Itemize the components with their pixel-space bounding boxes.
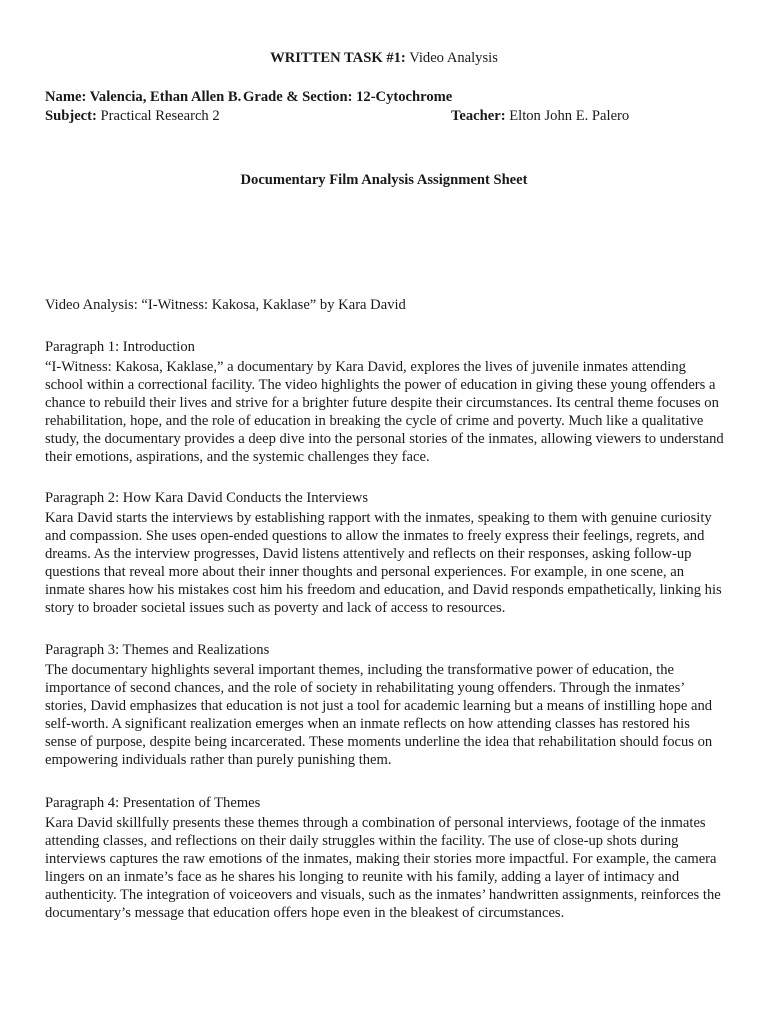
subject — [45, 106, 220, 126]
paragraph-heading: Paragraph 4: Presentation of Themes — [45, 795, 261, 811]
paragraph-text: Kara David skillfully presents these themes through a combination of personal interviews, footage of the inmates attending classes, and reflections on their daily struggles within the facility. The use of close-up shots during interviews captures the raw emotions of the inmates, making their stories more impactful. For example, the camera lingers on an inmate’s face as he shares his longing to reunite with his family, adding a layer of intimacy and authenticity. The integration of voiceovers and visuals, such as the inmates’ handwritten assignments, reinforces the documentary’s message that education offers hope even in the bleakest of circumstances. — [45, 815, 721, 921]
paragraph-section-1 — [45, 338, 725, 466]
paragraph-heading: Paragraph 1: Introduction — [45, 339, 195, 355]
document-title: Documentary Film Analysis Assignment Sheet — [240, 172, 528, 188]
student-name — [45, 87, 241, 107]
paragraph-section-2 — [45, 489, 725, 617]
grade-label: Grade & Section: — [243, 89, 353, 105]
subject-label: Subject: — [45, 108, 97, 124]
subject-value: Practical Research 2 — [100, 108, 220, 124]
name-value: Valencia, Ethan Allen B. — [89, 89, 242, 105]
grade-value: 12-Cytochrome — [356, 89, 453, 105]
name-label: Name: — [45, 89, 87, 105]
teacher — [451, 106, 629, 126]
paragraph-text: Kara David starts the interviews by establishing rapport with the inmates, speaking to them with genuine curiosity and compassion. She uses open-ended questions to allow the inmates to freely express their feelings, regrets, and dreams. As the interview progresses, David listens attentively and reflects on their responses, asking follow-up questions that reveal more about their inner thoughts and personal experiences. For example, in one scene, an inmate shares how his mistakes cost him his freedom and education, and David responds empathetically, linking his story to broader societal issues such as poverty and lack of access to resources. — [45, 510, 722, 616]
analysis-title: Video Analysis: “I-Witness: Kakosa, Kaklase” by Kara David — [45, 297, 406, 313]
task-label: WRITTEN TASK #1: — [270, 50, 406, 66]
paragraph-section-3 — [45, 641, 725, 769]
teacher-value: Elton John E. Palero — [509, 108, 630, 124]
paragraph-text: The documentary highlights several important themes, including the transformative power of education, the importance of second chances, and the role of society in rehabilitating young offenders. Through the inmates’ stories, David emphasizes that education is not just a tool for academic learning but a means of instilling hope and self-worth. A significant realization emerges when an inmate reflects on how attending classes has restored his sense of purpose, despite being incarcerated. These moments underline the idea that rehabilitation should focus on empowering individuals rather than purely punishing them. — [45, 662, 713, 768]
paragraph-section-4 — [45, 794, 725, 922]
task-value: Video Analysis — [409, 50, 498, 66]
task-title — [0, 48, 768, 68]
paragraph-heading: Paragraph 3: Themes and Realizations — [45, 642, 270, 658]
paragraph-text: “I-Witness: Kakosa, Kaklase,” a documentary by Kara David, explores the lives of juvenile inmates attending school within a correctional facility. The video highlights the power of education in giving these young offenders a chance to rebuild their lives and strive for a brighter future despite their circumstances. Its central theme focuses on rehabilitation, hope, and the role of education in breaking the cycle of crime and poverty. Much like a qualitative study, the documentary provides a deep dive into the personal stories of the inmates, allowing viewers to understand their emotions, aspirations, and the systemic challenges they face. — [45, 359, 724, 465]
teacher-label: Teacher: — [451, 108, 506, 124]
paragraph-heading: Paragraph 2: How Kara David Conducts the Interviews — [45, 490, 369, 506]
grade-section — [243, 87, 452, 107]
